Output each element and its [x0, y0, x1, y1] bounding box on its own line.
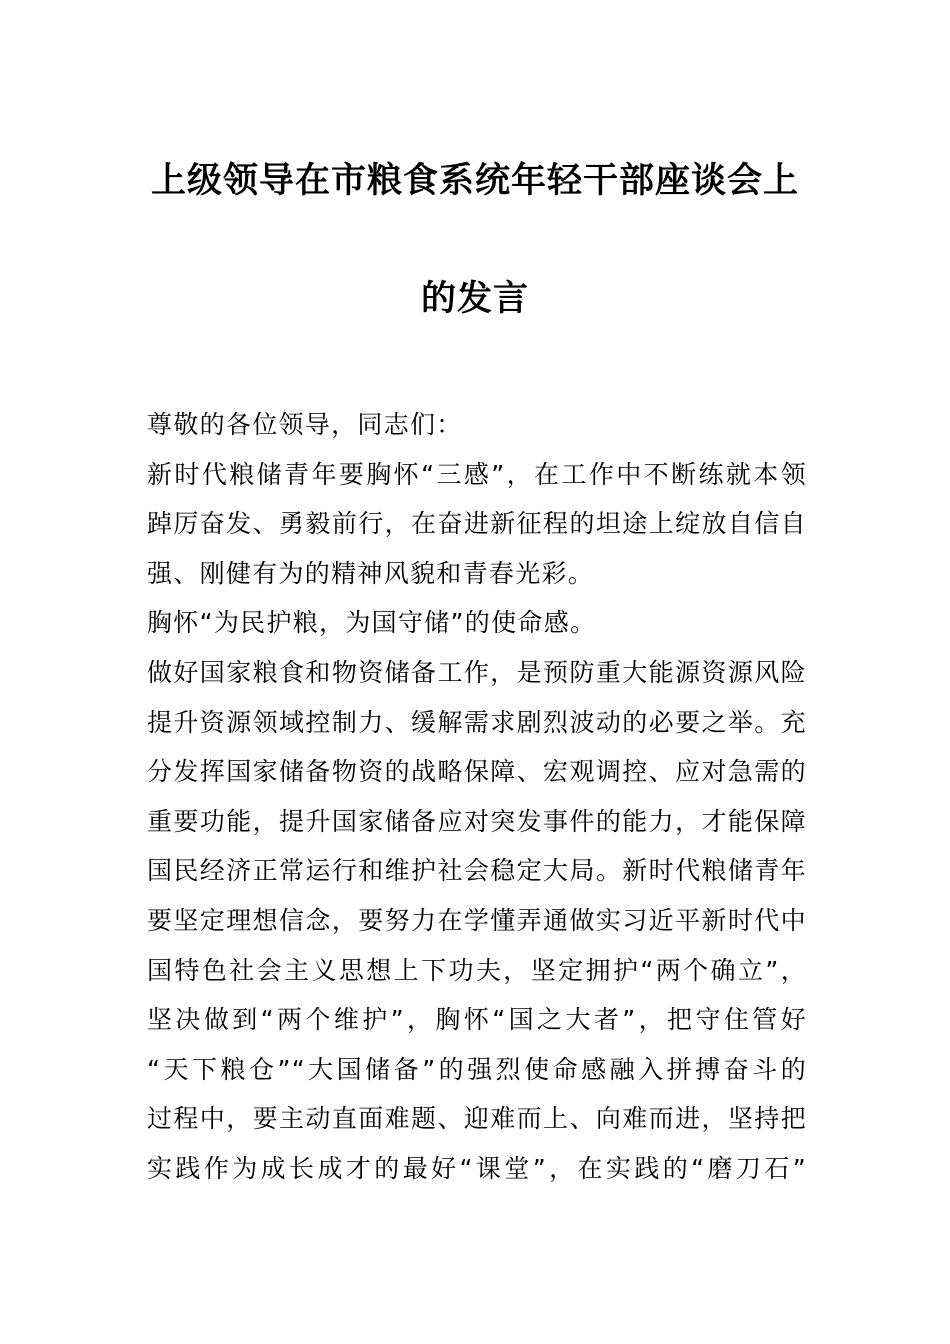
paragraph-line: 提升资源领域控制力、缓解需求剧烈波动的必要之举。充	[147, 707, 807, 737]
paragraph-line: 分发挥国家储备物资的战略保障、宏观调控、应对急需的	[147, 757, 807, 787]
paragraph-line: 新时代粮储青年要胸怀“三感”，在工作中不断练就本领	[147, 459, 807, 489]
paragraph-line: 要坚定理想信念，要努力在学懂弄通做实习近平新时代中	[147, 905, 807, 935]
paragraph-line: 国特色社会主义思想上下功夫，坚定拥护“两个确立”，	[147, 955, 807, 985]
document-title-line-2: 的发言	[420, 279, 529, 319]
document-body	[147, 400, 807, 1194]
paragraph-line: 踔厉奋发、勇毅前行，在奋进新征程的坦途上绽放自信自	[147, 509, 807, 539]
section-heading-line: 胸怀“为民护粮，为国守储”的使命感。	[147, 608, 597, 638]
paragraph-line: 重要功能，提升国家储备应对突发事件的能力，才能保障	[147, 806, 807, 836]
paragraph-line: 国民经济正常运行和维护社会稳定大局。新时代粮储青年	[147, 856, 807, 886]
paragraph-line: 过程中，要主动直面难题、迎难而上、向难而进，坚持把	[147, 1104, 807, 1134]
salutation-line: 尊敬的各位领导，同志们：	[147, 410, 463, 439]
document-title-line-1: 上级领导在市粮食系统年轻干部座谈会上	[150, 161, 799, 201]
paragraph-line: 实践作为成长成才的最好“课堂”，在实践的“磨刀石”	[147, 1153, 807, 1183]
paragraph-line: “天下粮仓”“大国储备”的强烈使命感融入拼搏奋斗的	[147, 1054, 807, 1084]
paragraph-line: 做好国家粮食和物资储备工作，是预防重大能源资源风险	[147, 657, 807, 687]
paragraph-line: 强、刚健有为的精神风貌和青春光彩。	[147, 558, 595, 588]
paragraph-line: 坚决做到“两个维护”，胸怀“国之大者”，把守住管好	[147, 1005, 807, 1035]
